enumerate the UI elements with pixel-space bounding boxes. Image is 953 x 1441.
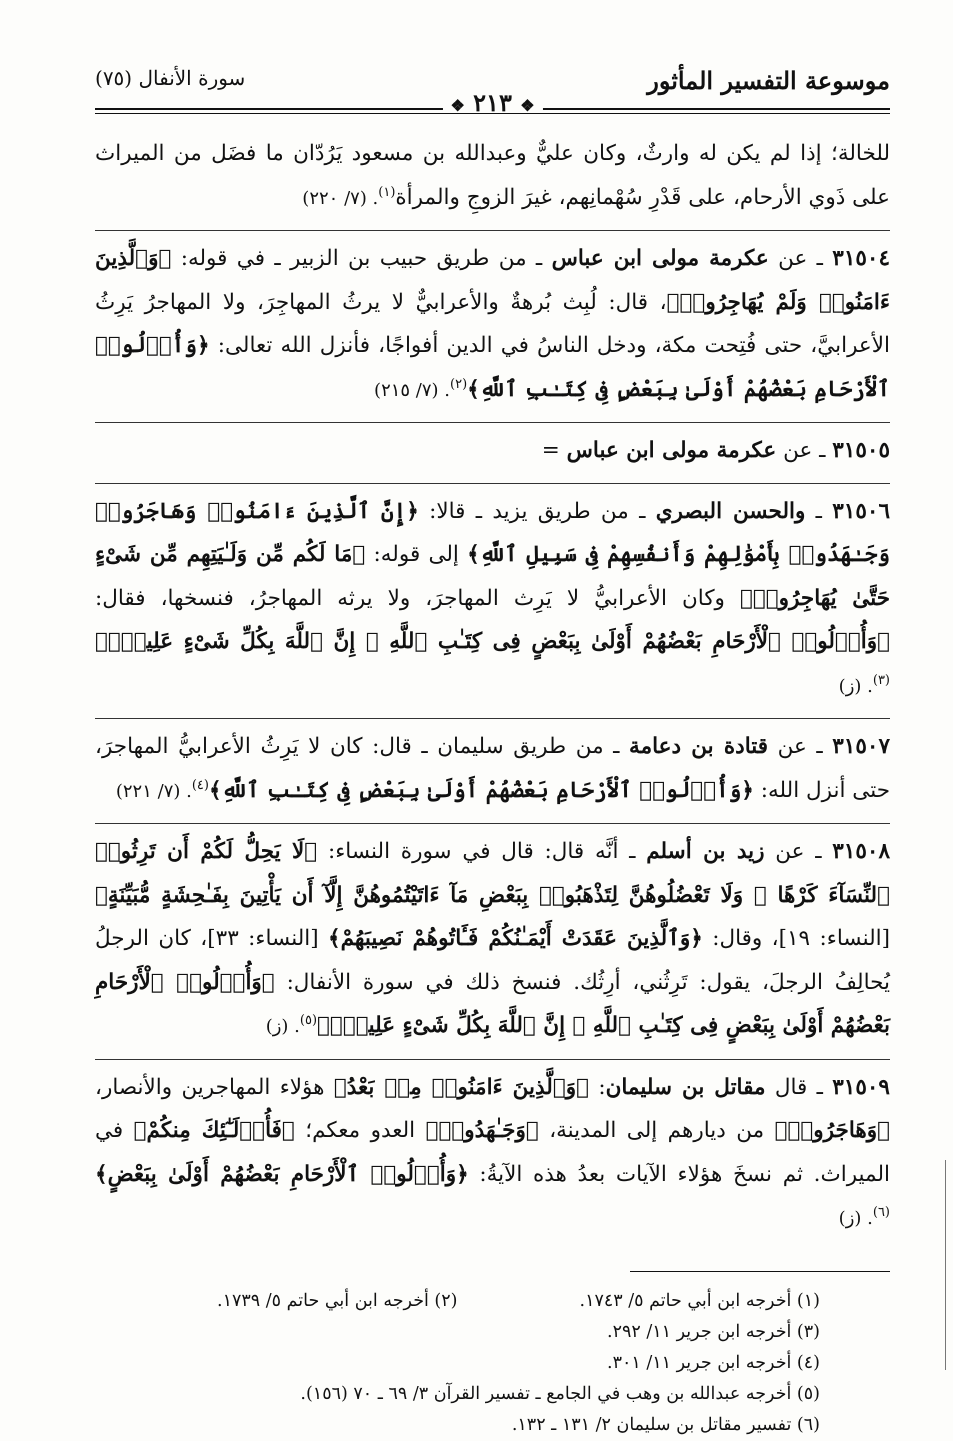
entry-number: ٣١٥٠٧ xyxy=(832,734,890,759)
quran-verse: ﴿وَٱلَّذِينَ ءَامَنُوا۟ وَلَمْ يُهَاجِرُوا۟﴾ xyxy=(95,246,890,315)
quran-verse: ﴿وَجَـٰهَدُوا۟﴾ xyxy=(425,1118,539,1143)
footnote-2: (٢) أخرجه ابن أبي حاتم ٥/ ١٧٣٩. xyxy=(216,1290,458,1311)
page-body xyxy=(95,132,890,1245)
scan-edge-line xyxy=(945,1160,946,1370)
volume-reference: . (ز) xyxy=(838,675,873,697)
page-header xyxy=(95,60,890,117)
quran-verse: ﴿وَأُو۟لُوا۟ ٱلْأَرْحَامِ بَعْضُهُمْ أَوْلَىٰ بِبَعْضٍ فِى كِتَـٰبِ ٱللَّهِ﴾ xyxy=(95,333,890,402)
quran-verse: ﴿وَأُو۟لُوا۟ ٱلْأَرْحَامِ بَعْضُهُمْ أَوْلَىٰ بِبَعْضٍ فِى كِتَـٰبِ ٱللَّهِ﴾ xyxy=(208,777,754,803)
entry-text: ـ من طريق حبيب بن الزبير ـ في قوله: xyxy=(180,246,543,271)
footnote-marker: (٥) xyxy=(299,1012,318,1028)
page-number xyxy=(442,88,542,117)
entry-31506: ٣١٥٠٦ ـ والحسن البصري ـ من طريق يزيد ـ قالا: ﴿إِنَّ ٱلَّذِينَ ءَامَنُوا۟ وَهَاجَرُوا۟ وَجَـٰهَدُوا۟ بِأَمْوَٰلِهِمْ وَأَنفُسِهِمْ فِى سَبِيلِ ٱللَّهِ﴾ إلى قوله: ﴿مَا لَكُم مِّن وَلَـٰيَتِهِم مِّن شَىْءٍ حَتَّىٰ يُهَاجِرُوا۟﴾ وكان الأعرابيُّ لا يَرِث المهاجرَ، ولا يرثه المهاجرُ، فنسخها، فقال: ﴿وَأُو۟لُوا۟ ٱلْأَرْحَامِ بَعْضُهُمْ أَوْلَىٰ بِبَعْضٍ فِى كِتَـٰبِ ٱللَّهِ ۗ إِنَّ ٱللَّهَ بِكُلِّ شَىْءٍ عَلِيمٌۢ﴾$^{(٣)}$. (ز) xyxy=(95,483,890,713)
volume-reference: . (ز) xyxy=(265,1016,300,1037)
surah-reference: سورة الأنفال (٧٥) xyxy=(95,66,246,90)
narrator-name: زيد بن أسلم xyxy=(646,839,765,864)
quran-verse: ﴿مَا لَكُم مِّن وَلَـٰيَتِهِم مِّن شَىْءٍ حَتَّىٰ يُهَاجِرُوا۟﴾ xyxy=(95,542,890,611)
footnote-1: (١) أخرجه ابن أبي حاتم ٥/ ١٧٤٣. xyxy=(579,1290,820,1311)
quran-verse: ﴿وَهَاجَرُوا۟﴾ xyxy=(774,1118,890,1143)
entry-text: وكان الأعرابيُّ لا يَرِث المهاجرَ، ولا يرثه المهاجرُ، فنسخها، فقال: xyxy=(95,585,725,611)
entry-text: [النساء: ٣٣]، كان الرجلُ يُحالِفُ الرجلَ، يقول: تَرِثُني، أرِثُك. فنسخ ذلك في سورة الأنفال: xyxy=(95,926,890,995)
entry-number: ٣١٥٠٤ xyxy=(832,246,891,271)
footnote-marker: (٦) xyxy=(872,1204,890,1220)
footnote-divider xyxy=(630,1271,890,1272)
page-number-value: ٢١٣ xyxy=(473,88,512,117)
volume-reference: . (ز) xyxy=(838,1208,873,1229)
entry-31504: ٣١٥٠٤ ـ عن عكرمة مولى ابن عباس ـ من طريق حبيب بن الزبير ـ في قوله: ﴿وَٱلَّذِينَ ءَامَنُوا۟ وَلَمْ يُهَاجِرُوا۟﴾، قال: لُبِث بُرهةٌ والأعرابيٌّ لا يرثُ المهاجِرَ، ولا المهاجرُ يَرِثُ الأعرابيَّ، حتى فُتِحت مكة، ودخل الناسُ في الدين أفواجًا، فأنزل الله تعالى: ﴿وَأُو۟لُوا۟ ٱلْأَرْحَامِ بَعْضُهُمْ أَوْلَىٰ بِبَعْضٍ فِى كِتَـٰبِ ٱللَّهِ﴾$^{(٢)}$. (٧/ ٢١٥) xyxy=(95,230,890,416)
page xyxy=(95,60,890,1441)
entry-number: ٣١٥٠٨ xyxy=(832,839,890,864)
entry-text: ـ أنَّه قال: قال في سورة النساء: xyxy=(327,839,636,864)
entry-text: = xyxy=(541,438,560,463)
footnote-5: (٥) أخرجه عبدالله بن وهب في الجامع ـ تفسير القرآن ٣/ ٦٩ ـ ٧٠ (١٥٦). xyxy=(300,1383,820,1404)
footnote-marker: (٤) xyxy=(191,777,209,793)
footnote-3: (٣) أخرجه ابن جرير ١١/ ٢٩٢. xyxy=(607,1321,820,1342)
intro-paragraph xyxy=(95,132,890,224)
entry-number: ٣١٥٠٦ xyxy=(832,498,890,524)
entry-number: ٣١٥٠٥ xyxy=(832,438,890,463)
footnotes xyxy=(95,1286,890,1441)
quran-verse: ﴿وَأُو۟لُوا۟ ٱلْأَرْحَامِ بَعْضُهُمْ أَوْلَىٰ بِبَعْضٍ فِى كِتَـٰبِ ٱللَّهِ ۗ إِنَّ ٱللَّهَ بِكُلِّ شَىْءٍ عَلِيمٌۢ﴾ xyxy=(95,629,890,654)
footnote-4: (٤) أخرجه ابن جرير ١١/ ٣٠١. xyxy=(607,1352,820,1373)
entry-31505: ٣١٥٠٥ ـ عن عكرمة مولى ابن عباس = xyxy=(95,422,890,477)
entry-number: ٣١٥٠٩ xyxy=(832,1074,890,1100)
narrator-name: والحسن البصري xyxy=(655,498,806,524)
entry-31509: ٣١٥٠٩ ـ قال مقاتل بن سليمان: ﴿وَٱلَّذِينَ ءَامَنُوا۟ مِنۢ بَعْدُ﴾ هؤلاء المهاجرين والأنصار، ﴿وَهَاجَرُوا۟﴾ من ديارهم إلى المدينة، ﴿وَجَـٰهَدُوا۟﴾ العدو معكم؛ ﴿فَأُو۟لَـٰٓئِكَ مِنكُمْ﴾ في الميراث. ثم نسخَ هؤلاء الآيات بعدُ هذه الآيةُ: ﴿وَأُو۟لُوا۟ ٱلْأَرْحَامِ بَعْضُهُمْ أَوْلَىٰ بِبَعْضٍ﴾$^{(٦)}$. (ز) xyxy=(95,1059,890,1245)
quran-verse: ﴿وَأُو۟لُوا۟ ٱلْأَرْحَامِ بَعْضُهُمْ أَوْلَىٰ بِبَعْضٍ﴾ xyxy=(95,1161,469,1187)
entry-text: [النساء: ١٩]، وقال: xyxy=(712,926,890,951)
footnote-marker: (١) xyxy=(378,184,396,200)
quran-verse: ﴿وَٱلَّذِينَ عَقَدَتْ أَيْمَـٰنُكُمْ فَـَٔاتُوهُمْ نَصِيبَهُمْ﴾ xyxy=(328,926,703,951)
narrator-name: قتادة بن دعامة xyxy=(629,734,769,759)
running-title: موسوعة التفسير المأثور xyxy=(647,66,890,95)
entry-text: إلى قوله: xyxy=(373,542,459,567)
quran-verse: ﴿إِنَّ ٱلَّذِينَ ءَامَنُوا۟ وَهَاجَرُوا۟ وَجَـٰهَدُوا۟ بِأَمْوَٰلِهِمْ وَأَنفُسِهِمْ فِى سَبِيلِ ٱللَّهِ﴾ xyxy=(95,498,890,567)
entry-text: العدو معكم؛ xyxy=(305,1118,416,1143)
quran-verse: ﴿وَأُو۟لُوا۟ ٱلْأَرْحَامِ بَعْضُهُمْ أَوْلَىٰ بِبَعْضٍ فِى كِتَـٰبِ ٱللَّهِ ۗ إِنَّ ٱللَّهَ بِكُلِّ شَىْءٍ عَلِيمٌۢ﴾ xyxy=(95,969,890,1038)
footnote-row xyxy=(95,1286,820,1317)
footnote-marker: (٣) xyxy=(872,672,890,688)
entry-text: من ديارهم إلى المدينة، xyxy=(549,1118,765,1143)
quran-verse: ﴿لَا يَحِلُّ لَكُمْ أَن تَرِثُوا۟ ٱلنِّسَآءَ كَرْهًا ۖ وَلَا تَعْضُلُوهُنَّ لِتَذْهَبُوا۟ بِبَعْضِ مَآ ءَاتَيْتُمُوهُنَّ إِلَّآ أَن يَأْتِينَ بِفَـٰحِشَةٍ مُّبَيِّنَةٍ﴾ xyxy=(95,839,890,908)
volume-reference: . (٧/ ٢١٥) xyxy=(374,379,451,401)
entry-31508: ٣١٥٠٨ ـ عن زيد بن أسلم ـ أنَّه قال: قال في سورة النساء: ﴿لَا يَحِلُّ لَكُمْ أَن تَرِثُوا۟ ٱلنِّسَآءَ كَرْهًا ۖ وَلَا تَعْضُلُوهُنَّ لِتَذْهَبُوا۟ بِبَعْضِ مَآ ءَاتَيْتُمُوهُنَّ إِلَّآ أَن يَأْتِينَ بِفَـٰحِشَةٍ مُّبَيِّنَةٍ﴾ [النساء: ١٩]، وقال: ﴿وَٱلَّذِينَ عَقَدَتْ أَيْمَـٰنُكُمْ فَـَٔاتُوهُمْ نَصِيبَهُمْ﴾ [النساء: ٣٣]، كان الرجلُ يُحالِفُ الرجلَ، يقول: تَرِثُني، أرِثُك. فنسخ ذلك في سورة الأنفال: ﴿وَأُو۟لُوا۟ ٱلْأَرْحَامِ بَعْضُهُمْ أَوْلَىٰ بِبَعْضٍ فِى كِتَـٰبِ ٱللَّهِ ۗ إِنَّ ٱللَّهَ بِكُلِّ شَىْءٍ عَلِيمٌۢ﴾$^{(٥)}$. (ز) xyxy=(95,823,890,1053)
entry-text: قال xyxy=(774,1074,808,1100)
intro-text: للخالة؛ إذا لم يكن له وارثٌ، وكان عليٌّ وعبدالله بن مسعود يَرُدّان ما فضَل من الميراث على ذَوي الأرحام، على قَدْرِ سُهْمانِهم، غيرَ الزوجِ والمرأة xyxy=(95,141,890,210)
volume-reference: . (٧/ ٢٢٠) xyxy=(302,187,379,209)
narrator-name: مقاتل بن سليمان xyxy=(605,1074,766,1100)
entry-31507: ٣١٥٠٧ ـ عن قتادة بن دعامة ـ من طريق سليمان ـ قال: كان لا يَرِثُ الأعرابيُّ المهاجرَ، حتى أنزل الله: ﴿وَأُو۟لُوا۟ ٱلْأَرْحَامِ بَعْضُهُمْ أَوْلَىٰ بِبَعْضٍ فِى كِتَـٰبِ ٱللَّهِ﴾$^{(٤)}$. (٧/ ٢٢١) xyxy=(95,718,890,817)
entry-text: ـ من طريق يزيد ـ قالا: xyxy=(429,498,646,524)
footnote-marker: (٢) xyxy=(450,376,468,392)
ornament-icon: ❖ xyxy=(520,96,535,115)
narrator-name: عكرمة مولى ابن عباس xyxy=(566,438,777,463)
entry-text: ، قال: لُبِث بُرهةٌ والأعرابيٌّ لا يرثُ المهاجِرَ، ولا المهاجرُ يَرِثُ الأعرابيَّ، حتى فُتِحت مكة، ودخل الناسُ في الدين أفواجًا، فأنزل الله تعالى: xyxy=(95,289,890,358)
entry-text: هؤلاء المهاجرين والأنصار، xyxy=(95,1074,325,1100)
entry-text: في الميراث. ثم نسخَ هؤلاء الآيات بعدُ هذه الآيةُ: xyxy=(95,1118,891,1187)
quran-verse: ﴿فَأُو۟لَـٰٓئِكَ مِنكُمْ﴾ xyxy=(133,1118,295,1143)
ornament-icon: ❖ xyxy=(450,96,465,115)
quran-verse: ﴿وَٱلَّذِينَ ءَامَنُوا۟ مِنۢ بَعْدُ﴾ xyxy=(333,1074,590,1100)
entry-text: ـ من طريق سليمان ـ قال: كان لا يَرِثُ الأعرابيُّ المهاجرَ، حتى أنزل الله: xyxy=(95,734,890,803)
footnote-6: (٦) تفسير مقاتل بن سليمان ٢/ ١٣١ ـ ١٣٢. xyxy=(511,1414,820,1435)
volume-reference: . (٧/ ٢٢١) xyxy=(115,780,192,802)
narrator-name: عكرمة مولى ابن عباس xyxy=(551,246,769,271)
